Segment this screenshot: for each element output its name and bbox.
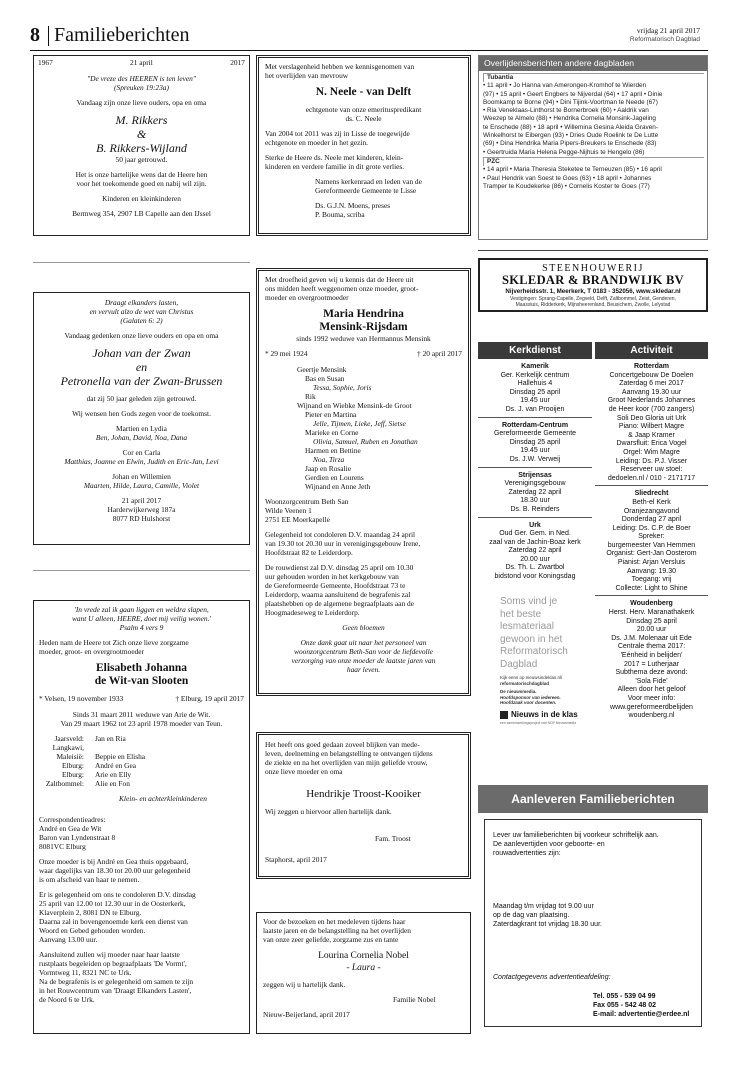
event-line: zaal van de Jachin-Boaz kerk xyxy=(489,538,581,546)
kerkdienst-list xyxy=(478,359,592,584)
steenhouwerij-name: SKLEDAR & BRANDWIJK BV xyxy=(502,273,684,287)
kerkdienst-title: Kerkdienst xyxy=(478,342,592,359)
bible-quote: en vervult alzo de wet van Christus xyxy=(89,307,194,316)
tubantia-list xyxy=(483,82,704,157)
text-line: Sterke de Heere ds. Neele met kinderen, klein- xyxy=(265,153,404,162)
activiteit-column xyxy=(595,342,708,762)
family-member: Noa, Tirza xyxy=(313,455,345,464)
text-line: Van 29 maart 1962 tot 23 april 1978 moeder van Teun. xyxy=(60,719,223,728)
page-header xyxy=(30,26,708,48)
text-line: leven, deelneming en belangstelling te ontvangen tijdens xyxy=(265,749,433,758)
family-member: Marieke en Corne xyxy=(305,428,359,437)
location-line: 2751 EE Moerkapelle xyxy=(265,515,330,524)
page-number: 8 xyxy=(30,24,40,46)
event-line: 19.45 uur xyxy=(520,397,550,405)
text-line: waar dagelijks van 18.30 tot 20.00 uur gelegenheid xyxy=(39,866,191,875)
wish-line-2: voor het toekomende goed en nabij wil zijn. xyxy=(76,179,207,188)
text-line: van 19.30 tot 20.30 uur in verenigingsgebouw Irene, xyxy=(265,539,421,548)
obituary-line: te Enschede (88) • 18 april • Willemina Gesina Aleida Graven- xyxy=(483,123,658,131)
ad-de-wit xyxy=(33,600,250,1034)
family-place: Elburg: xyxy=(61,761,84,770)
section-title: Familieberichten xyxy=(54,24,190,46)
text-line: Heden nam de Heere tot Zich onze lieve zorgzame xyxy=(39,638,189,647)
promo-line: lesmateriaal xyxy=(500,621,554,632)
event-line: Ds. J.W. Verweij xyxy=(509,455,561,463)
family-member: Bas en Susan xyxy=(305,374,345,383)
text-line: plaatshebben op de algemene begraafplaats aan de xyxy=(265,599,414,608)
promo-small: Hoofdzaak voor docenten. xyxy=(500,700,557,705)
event-line: & Jaap Kramer xyxy=(628,431,675,439)
obituary-line: Winkelhorst te Eibergen (93) • Dries Oude Roelink te De Lutte xyxy=(483,132,659,140)
obituary-line: Tramper te Koudekerke (86) • Cornelis Koster te Goes (77) xyxy=(483,182,650,190)
thanks-line: verzorging van onze moeder de laatste jaren van xyxy=(291,656,436,665)
event-line: Verenigingsgebouw xyxy=(504,480,566,488)
event-line: Oud Ger. Gem. in Ned. xyxy=(499,530,571,538)
address-line: 8081VC Elburg xyxy=(39,842,86,851)
family-row xyxy=(39,734,244,743)
intro-text: Vandaag gedenken onze lieve ouders en opa en oma xyxy=(64,331,219,340)
event-place: Sliedrecht xyxy=(634,490,669,498)
deadline-line: op de dag van plaatsing. xyxy=(493,912,570,919)
grandchildren: Klein- en achterkleinkinderen xyxy=(119,794,207,803)
steenhouwerij-top: STEENHOUWERIJ xyxy=(542,263,644,274)
family-signature: Fam. Troost xyxy=(375,834,411,843)
family-place: Maleisië: xyxy=(56,752,84,761)
event-place: Strijensas xyxy=(518,471,552,479)
text-line: Namens kerkenraad en leden van de xyxy=(315,177,422,186)
name-wife: Petronella van der Zwan-Brussen xyxy=(60,374,223,388)
event-line: Ger. Kerkelijk centrum xyxy=(500,371,570,379)
event-line: Aanvang 19.30 uur xyxy=(621,388,682,396)
event-line: de Heer koor (700 zangers) xyxy=(608,405,695,413)
family-names: André en Gea xyxy=(95,761,137,770)
event-line: Zaterdag 6 mei 2017 xyxy=(619,380,684,388)
event-block xyxy=(478,359,592,417)
deceased-name: Mensink-Rijsdam xyxy=(319,321,408,333)
event-line: Donderdag 27 april xyxy=(621,516,682,524)
death-date: † 20 april 2017 xyxy=(417,349,462,358)
deceased-name: Elisabeth Johanna xyxy=(95,662,188,674)
event-line: Concertgebouw De Doelen xyxy=(609,371,694,379)
text-line: uur gehouden worden in het kerkgebouw van xyxy=(265,572,399,581)
family-names: Beppie en Elisha xyxy=(95,752,146,761)
widow-line: sinds 1992 weduwe van Hermannus Mensink xyxy=(296,334,431,343)
name-husband: M. Rikkers xyxy=(115,113,168,127)
family-kids: Matthias, Joanne en Elwin, Judith en Eric-Jan, Levi xyxy=(64,457,219,466)
thanks-line: woonzorgcentrum Beth-San voor de liefdevolle xyxy=(294,647,433,656)
event-line: 2017 = Lutherjaar xyxy=(623,660,680,668)
pzc-list xyxy=(483,166,704,191)
promo-small: reformatorischdagblad xyxy=(500,680,550,686)
activiteit-title: Activiteit xyxy=(595,342,708,359)
event-line: Subthema deze avond: xyxy=(615,669,688,677)
nieuws-logo-sub: een samenwerkingsproject van NDP Nieuwsmedia xyxy=(500,720,577,725)
tubantia-label: Tubantia xyxy=(487,74,514,81)
pzc-heading xyxy=(483,157,704,166)
text-line: moeder, groot- en overgrootmoeder xyxy=(39,647,145,656)
text-line: kinderen en verdere familie in dit grote verlies. xyxy=(265,162,405,171)
location-line: Wilde Veenen 1 xyxy=(265,506,312,515)
event-line: Hallehuis 4 xyxy=(517,380,553,388)
nieuws-in-de-klas-ad xyxy=(482,596,590,746)
event-line: Alleen door het geloof xyxy=(617,686,686,694)
steenhouwerij-locations: Vestigingen: Sprang-Capelle, Zegveld, Delft, Zaltbommel, Zeist, Genderen, xyxy=(510,296,676,302)
steenhouwerij-ad xyxy=(478,258,708,312)
event-line: 18.30 uur xyxy=(520,497,550,505)
birth-date: * Velsen, 19 november 1933 xyxy=(39,694,124,703)
event-line: Aanvang: 19.30 xyxy=(626,567,677,575)
event-line: Piano: Wilbert Magre xyxy=(618,423,685,431)
wish-line: Wij wensen hen Gods zegen voor de toekomst. xyxy=(72,409,211,418)
event-line: Dwarsfluit: Erica Vogel xyxy=(616,440,687,448)
thanks-line: haar leven. xyxy=(346,665,381,674)
family-member: Jelle, Tijmen, Lieke, Jeff, Sietse xyxy=(313,419,406,428)
promo-line: het beste xyxy=(500,608,542,620)
obituary-line: • Paul Hendrik van Soest te Goes (63) • 18 april • Johannes xyxy=(483,174,652,182)
event-line: dedoelen.nl / 010 - 2171717 xyxy=(607,474,696,482)
event-line: Zaterdag 22 april xyxy=(508,547,562,555)
promo-small: Hoofdsponsor van iedereen. xyxy=(500,694,561,700)
bible-quote: 'In vrede zal ik gaan liggen en weldra slapen, xyxy=(74,605,209,614)
contact-tel: Tel. 055 - 539 04 99 xyxy=(593,993,656,1000)
event-line: Organist: Gert-Jan Oosterom xyxy=(606,550,697,558)
family-member: Wijnand en Anne Jeth xyxy=(305,482,371,491)
name-wife: B. Rikkers-Wijland xyxy=(96,141,187,155)
text-line: laatste jaren en de belangstelling na het overlijden xyxy=(263,926,411,935)
contact-email[interactable]: E-mail: advertentie@erdee.nl xyxy=(593,1011,690,1018)
event-block xyxy=(478,467,592,517)
text-line: Sinds 31 maart 2011 weduwe van Arie de Wit. xyxy=(72,710,211,719)
location-line: Woonzorgcentrum Beth San xyxy=(265,497,349,506)
family-row xyxy=(39,770,244,779)
family-place: Langkawi, xyxy=(52,743,84,752)
header-newspaper: Reformatorisch Dagblad xyxy=(629,36,700,43)
event-block xyxy=(595,595,708,722)
kerkdienst-column xyxy=(478,342,592,592)
text-line: Klaverplein 2, 8081 DN te Elburg. xyxy=(39,908,142,917)
ad-date: 21 april 2017 xyxy=(121,496,162,505)
ad-neele xyxy=(256,55,471,236)
family-member: Rik xyxy=(305,392,316,401)
obituary-line: • 11 april • Jo Hanna van Amerongen-Kromhof te Wierden xyxy=(483,82,647,90)
event-line: Ds. J.M. Molenaar uit Ede xyxy=(611,634,692,642)
activiteit-list xyxy=(595,359,708,723)
event-place: Rotterdam xyxy=(633,363,669,370)
event-line: Leiding: Ds. P.J. Visser xyxy=(615,457,688,465)
text-line: ons midden heeft weggenomen onze moeder, groot- xyxy=(265,284,419,293)
text-line: ds. C. Neele xyxy=(345,114,382,123)
event-line: 20.00 uur xyxy=(520,555,550,563)
birth-date: * 29 mei 1924 xyxy=(265,349,308,358)
bible-quote: want U alleen, HEERE, doet mij veilig wonen.' xyxy=(71,614,212,623)
deceased-name: Hendrikje Troost-Kooiker xyxy=(306,788,421,800)
obituary-line: • 14 april • Maria Theresia Steketee te Terneuzen (85) • 16 april xyxy=(483,166,662,174)
text-line: Hoogmadeseweg te Leiderdorp. xyxy=(265,608,360,617)
family-signature: Familie Nobel xyxy=(393,995,436,1004)
aanleveren-text: rouwadvertenties zijn: xyxy=(493,850,561,857)
thanks-line: Onze dank gaat uit naar het personeel van xyxy=(300,638,427,647)
text-line: het overlijden van mevrouw xyxy=(265,71,349,80)
nieuws-logo-icon xyxy=(500,711,508,719)
family-name: Johan en Willemien xyxy=(112,472,171,481)
event-line: Orgel: Wim Magre xyxy=(623,448,680,456)
event-line: 'Eénheid in belijden' xyxy=(620,652,683,659)
text-line: Aansluitend zullen wij moeder naar haar laatste xyxy=(39,950,180,959)
obituary-line: (97) • 15 april • Geert Engbers te Nijverdal (64) • 17 april • Dinie xyxy=(483,90,663,98)
text-line: in het Rouwcentrum van 'Draagt Elkanders Lasten', xyxy=(39,986,192,995)
header-rule xyxy=(30,50,708,51)
event-line: woudenberg.nl xyxy=(628,712,675,720)
event-line: Soli Deo Gloria uit Urk xyxy=(616,414,687,422)
text-line: is om afscheid van haar te nemen. xyxy=(39,875,140,884)
text-line: Ds. G.J.N. Moens, preses xyxy=(315,201,391,210)
text-line: echtgenote en moeder in het gezin. xyxy=(265,138,369,147)
family-signature: Kinderen en kleinkinderen xyxy=(102,194,181,203)
intro-text: Vandaag zijn onze lieve ouders, opa en oma xyxy=(76,98,207,107)
event-line: Dinsdag 25 april xyxy=(509,388,561,396)
text-line: Van 2004 tot 2011 was zij in Lisse de toegewijde xyxy=(265,129,410,138)
thanks-line: Wij zeggen u hiervoor allen hartelijk dank. xyxy=(265,807,392,816)
event-line: Toegang: vrij xyxy=(631,576,672,584)
bible-ref: (Spreuken 19:23a) xyxy=(114,83,169,92)
event-line: 'Sola Fide' xyxy=(635,677,668,685)
ad-rikkers xyxy=(33,55,250,236)
tubantia-heading xyxy=(483,73,704,82)
event-place: Kamerik xyxy=(521,363,549,370)
address: Bermweg 354, 2907 LB Capelle aan den IJssel xyxy=(72,209,211,218)
family-row xyxy=(39,752,244,761)
deceased-name: Lourina Cornelia Nobel xyxy=(318,951,409,961)
obituary-line: (69) • Dina Hendrika Maria Pipers-Breukers te Enschede (83) xyxy=(483,140,657,148)
text-line: de Gereformeerde Gemeente, Hoofdstraat 73 te xyxy=(265,581,406,590)
text-line: Leiderdorp, waarna aansluitend de begrafenis zal xyxy=(265,590,411,599)
event-line: Herst. Herv. Maranathakerk xyxy=(608,609,695,617)
no-flowers: Geen bloemen xyxy=(342,623,385,632)
promo-line: Soms vind je xyxy=(500,596,558,607)
place-date: Nieuw-Beijerland, april 2017 xyxy=(263,1010,350,1019)
family-member: Jaap en Rosalie xyxy=(305,464,351,473)
text-line: De rouwdienst zal D.V. dinsdag 25 april om 10.30 xyxy=(265,563,414,572)
bible-ref: (Galaten 6: 2) xyxy=(120,316,163,325)
event-line: Beth-el Kerk xyxy=(632,498,671,506)
event-line: Spreker: xyxy=(638,533,665,541)
event-line: 19.45 uur xyxy=(520,447,550,455)
ad-nobel xyxy=(256,912,471,1034)
promo-line: gewoon in het xyxy=(500,633,563,645)
family-place: Zaltbommel: xyxy=(45,779,84,788)
family-member: Gerdien en Lourens xyxy=(305,473,364,482)
years-married: 50 jaar getrouwd. xyxy=(115,155,168,164)
event-line: Dinsdag 25 april xyxy=(626,617,677,625)
pzc-label: PZC xyxy=(487,157,500,165)
text-line: van onze zeer geliefde, zorgzame zus en tante xyxy=(263,935,399,944)
event-line: bidstond voor Koningsdag xyxy=(494,573,576,581)
name-and: en xyxy=(135,360,148,374)
family-names: Jan en Ria xyxy=(95,734,126,743)
family-name: Martien en Lydia xyxy=(116,424,167,433)
text-line: de Noord 6 te Urk. xyxy=(39,995,95,1004)
ad-van-der-zwan xyxy=(33,292,250,545)
nickname: - Laura - xyxy=(346,963,381,973)
text-line: Hoofdstraat 82 te Leiderdorp. xyxy=(265,548,353,557)
text-line: rustplaats begeleiden op begraafplaats 'De Vormt', xyxy=(39,959,187,968)
event-line: burgemeester Van Hemmen xyxy=(607,541,696,549)
family-kids: Maarten, Hilde, Laura, Camille, Violet xyxy=(83,481,200,490)
event-block xyxy=(478,417,592,467)
family-list xyxy=(39,734,244,788)
family-member: Tessa, Sophie, Joris xyxy=(313,383,372,392)
family-list xyxy=(265,365,462,491)
deadline-line: Maandag t/m vrijdag tot 9.00 uur xyxy=(493,903,594,910)
family-row xyxy=(39,761,244,770)
event-line: Collecte: Light to Shine xyxy=(615,584,688,592)
event-line: 20.00 uur xyxy=(636,626,667,634)
event-line: Ds. B. Reinders xyxy=(510,505,560,513)
address-line: Harderwijkerweg 187a xyxy=(107,505,176,514)
event-line: Zaterdag 22 april xyxy=(508,488,562,496)
name-husband: Johan van der Zwan xyxy=(92,346,191,360)
text-line: Met verslagenheid hebben we kennisgenomen van xyxy=(265,62,415,71)
event-line: Oranjezangavond xyxy=(623,507,680,515)
steenhouwerij-locations: Maassluis, Ridderkerk, Mijnsheerenland, Beusichem, Zwolle, Lelystad xyxy=(515,302,671,308)
text-line: 25 april van 12.00 tot 12.30 uur in de Oosterkerk, xyxy=(39,899,186,908)
text-line: Daarna zal in bovengenoemde kerk een dienst van xyxy=(39,917,188,926)
years-married: dat zij 50 jaar geleden zijn getrouwd. xyxy=(86,394,197,403)
text-line: Aanvang 13.00 uur. xyxy=(39,935,98,944)
family-kids: Ben, Johan, David, Noa, Dana xyxy=(95,433,188,442)
promo-small: Kijk eens op nieuwsindeklas.nl/ xyxy=(500,675,563,680)
deceased-name: N. Neele - van Delft xyxy=(315,86,412,98)
text-line: Gereformeerde Gemeente te Lisse xyxy=(315,186,417,195)
correspondence-label: Correspondentieadres: xyxy=(39,815,106,824)
address-line: 8077 RD Hulshorst xyxy=(112,514,171,523)
event-line: Leiding: Ds. C.P. de Boer xyxy=(612,524,691,532)
family-member: Harmen en Bettine xyxy=(305,446,361,455)
promo-line: Dagblad xyxy=(500,658,538,670)
text-line: Vormtweg 11, 8321 NC te Urk. xyxy=(39,968,132,977)
family-member: Olivia, Samuel, Ruben en Jonathan xyxy=(313,437,418,446)
event-block xyxy=(595,359,708,485)
deceased-name: Maria Hendrina xyxy=(323,308,404,320)
bible-ref: Psalm 4 vers 9 xyxy=(119,623,164,632)
obituary-line: • Geertruida Maria Helena Pegge-Nijhuis te Hengelo (86) xyxy=(483,148,645,156)
aanleveren-title: Aanleveren Familieberichten xyxy=(478,785,708,813)
other-obituaries-title: Overlijdensberichten andere dagbladen xyxy=(479,56,707,71)
event-place: Woudenberg xyxy=(630,600,673,608)
obituary-line: • Ria Veneklaas-Linthorst te Bornerbroek (60) • Aaldrik van xyxy=(483,107,649,115)
text-line: moeder en overgrootmoeder xyxy=(265,293,349,302)
event-place: Urk xyxy=(529,521,541,529)
aanleveren-text: Lever uw familieberichten bij voorkeur schriftelijk aan. xyxy=(493,832,659,839)
contact-fax: Fax 055 - 542 48 02 xyxy=(593,1002,657,1009)
event-block xyxy=(478,517,592,584)
ad-troost xyxy=(256,732,471,879)
place-date: Staphorst, april 2017 xyxy=(265,855,327,864)
event-block xyxy=(595,485,708,595)
text-line: Gelegenheid tot condoleren D.V. maandag 24 april xyxy=(265,530,416,539)
bible-quote: "De vreze des HEEREN is ten leven" xyxy=(87,74,196,83)
family-row xyxy=(39,779,244,788)
text-line: echtgenote van onze emerituspredikant xyxy=(305,105,422,114)
deceased-name: de Wit-van Slooten xyxy=(94,675,189,687)
nieuws-logo-text: Nieuws in de klas xyxy=(511,709,578,719)
ad-date: 21 april xyxy=(130,58,153,67)
family-place: Jaarsveld: xyxy=(54,734,84,743)
ampersand: & xyxy=(136,127,147,141)
event-line: Gereformeerde Gemeente xyxy=(493,430,577,438)
family-member: Geertje Mensink xyxy=(297,365,347,374)
deadline-line: Zaterdagkrant tot vrijdag 18.30 uur. xyxy=(493,921,602,928)
other-obituaries-panel xyxy=(478,55,708,240)
event-line: Pianist: Arjan Versluis xyxy=(617,559,686,567)
bible-quote: Draagt elkanders lasten, xyxy=(104,298,179,307)
event-line: Centrale thema 2017: xyxy=(617,643,686,651)
year-left: 1967 xyxy=(38,58,53,67)
family-names: Alie en Fon xyxy=(95,779,130,788)
text-line: onze lieve moeder en oma xyxy=(265,767,343,776)
event-line: Voor meer info: xyxy=(627,694,676,702)
text-line: Na de begrafenis is er gelegenheid om samen te zijn xyxy=(39,977,194,986)
wish-line-1: Het is onze hartelijke wens dat de Heere hen xyxy=(75,170,208,179)
header-divider xyxy=(48,26,49,46)
event-line: www.gereformeerdbelijden xyxy=(610,703,693,711)
event-place: Rotterdam-Centrum xyxy=(501,421,569,429)
promo-line: Reformatorisch xyxy=(500,646,568,657)
text-line: de ziekte en na het overlijden van mijn geliefde vrouw, xyxy=(265,758,428,767)
family-row xyxy=(39,743,244,752)
thanks-line: zeggen wij u hartelijk dank. xyxy=(263,980,346,989)
text-line: P. Bouma, scriba xyxy=(315,210,365,219)
event-line: Reserveer uw stoel: xyxy=(620,466,683,474)
year-right: 2017 xyxy=(230,58,245,67)
family-names: Arie en Elly xyxy=(95,770,132,779)
obituary-line: Boomkamp te Borne (94) • Dini Tijink-Voortman te Neede (67) xyxy=(483,98,658,106)
text-line: Er is gelegenheid om ons te condoleren D.V. dinsdag xyxy=(39,890,196,899)
family-member: Pieter en Martina xyxy=(305,410,357,419)
event-line: Ds. Th. L. Zwartbol xyxy=(505,564,565,572)
text-line: Voor de bezoeken en het medeleven tijdens haar xyxy=(263,917,406,926)
death-date: † Elburg, 19 april 2017 xyxy=(175,694,244,703)
text-line: Woord en Gebed gehouden worden. xyxy=(39,926,146,935)
text-line: Met droefheid geven wij u kennis dat de Heere uit xyxy=(265,275,414,284)
family-name: Cor en Carla xyxy=(122,448,161,457)
promo-small: De nieuwsmedia. xyxy=(500,689,537,694)
obituary-line: Weezep te Almelo (88) • Hendrika Cornelia Monsink-Jageling xyxy=(483,115,656,123)
header-date: vrijdag 21 april 2017 xyxy=(636,26,700,35)
event-line: Dinsdag 25 april xyxy=(509,438,561,446)
aanleveren-panel xyxy=(478,785,708,1035)
contact-label: Contactgegevens advertentieafdeling: xyxy=(493,974,611,981)
aanleveren-text: De aanlevertijden voor geboorte- en xyxy=(493,841,605,848)
address-line: Baron van Lyndenstraat 8 xyxy=(39,833,116,842)
event-line: Ds. J. van Prooijen xyxy=(505,405,565,413)
text-line: Het heeft ons goed gedaan zoveel blijken van mede- xyxy=(265,740,420,749)
text-line: Onze moeder is bij André en Gea thuis opgebaard, xyxy=(39,857,189,866)
event-line: Groot Nederlands Johannes xyxy=(607,397,696,405)
steenhouwerij-address: Nijverheidsstr. 1, Meerkerk, T 0183 - 352056, www.skledar.nl xyxy=(505,288,681,295)
ad-mensink xyxy=(256,268,471,696)
address-line: André en Gea de Wit xyxy=(39,824,102,833)
family-place: Elburg: xyxy=(61,770,84,779)
family-member: Wijnand en Wiebke Mensink-de Groot xyxy=(297,401,412,410)
